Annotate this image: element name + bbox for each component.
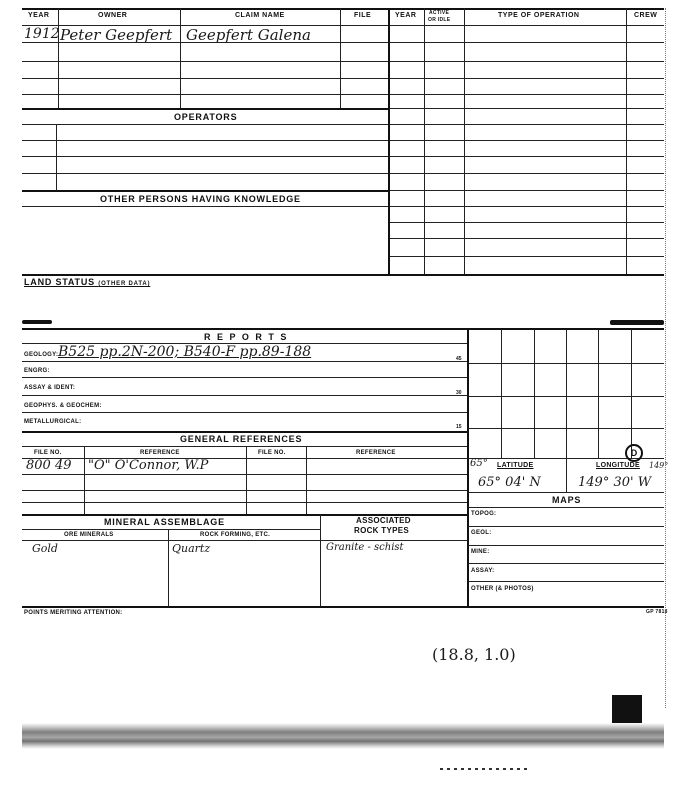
geophys-label: GEOPHYS. & GEOCHEM: xyxy=(24,403,102,409)
operators-row-line xyxy=(22,124,388,125)
genref-row1-file: 800 49 xyxy=(26,458,72,473)
genref-col-line xyxy=(246,446,247,514)
assoc-rock-value: Granite - schist xyxy=(326,542,404,553)
grid-col-line xyxy=(566,330,567,458)
maps-row-line xyxy=(468,581,664,582)
owner-col-line xyxy=(180,25,181,108)
ops-row-line xyxy=(390,206,664,207)
genref-row-line xyxy=(22,474,468,475)
maps-row-line xyxy=(468,526,664,527)
latlon-divider xyxy=(566,458,567,492)
owner-col-line xyxy=(340,25,341,108)
maps-geol-label: GEOL: xyxy=(471,530,492,536)
ops-row-line xyxy=(390,238,664,239)
grid-row-line xyxy=(468,363,664,364)
owner-section-bottom xyxy=(22,108,388,110)
genref-file-no-header-2: FILE NO. xyxy=(258,450,286,456)
ops-row-line xyxy=(390,190,664,191)
genref-file-no-header: FILE NO. xyxy=(34,450,62,456)
col-active-header-2: OR IDLE xyxy=(428,17,451,23)
col-year-header: YEAR xyxy=(28,12,50,19)
geology-label: GEOLOGY: xyxy=(24,352,59,358)
mineral-title-rule xyxy=(22,529,320,530)
operators-row-line xyxy=(22,140,388,141)
maps-title-rule xyxy=(468,507,664,508)
maps-row-line xyxy=(468,563,664,564)
genref-row-line xyxy=(22,502,468,503)
grid-row-line xyxy=(468,428,664,429)
assoc-rock-header-2: ROCK TYPES xyxy=(354,526,410,535)
ops-row-line xyxy=(390,61,664,62)
ops-row-line xyxy=(390,173,664,174)
owner-row-line xyxy=(22,94,388,95)
owner-row-line xyxy=(22,78,388,79)
form-number: GP 7818 xyxy=(646,609,668,615)
scan-noise-band xyxy=(22,723,664,749)
maps-mine-label: MINE: xyxy=(471,549,490,555)
page-edge xyxy=(665,8,666,708)
maps-topog-label: TOPOG: xyxy=(471,511,497,517)
main-split-line xyxy=(388,8,390,276)
col-file-header: FILE xyxy=(354,12,372,19)
operators-row-line xyxy=(22,173,388,174)
latitude-label: LATITUDE xyxy=(497,462,534,469)
owner-year-value: 1912 xyxy=(24,26,60,42)
scan-mark xyxy=(610,320,664,325)
coordinate-note: (18.8, 1.0) xyxy=(432,645,516,664)
rock-forming-value: Quartz xyxy=(172,542,211,555)
ops-row-line xyxy=(390,94,664,95)
ops-row-line xyxy=(390,124,664,125)
maps-assay-label: ASSAY: xyxy=(471,568,495,574)
reports-row-line xyxy=(22,377,468,378)
ops-col-line xyxy=(464,25,465,274)
assoc-rock-header-1: ASSOCIATED xyxy=(356,516,411,525)
ops-row-line xyxy=(390,78,664,79)
reports-row-line xyxy=(22,412,468,413)
genref-header-rule xyxy=(22,446,468,447)
operators-row-line xyxy=(22,156,388,157)
right-grid-border xyxy=(467,328,469,606)
col-type-of-operation-header: TYPE OF OPERATION xyxy=(498,12,580,19)
grid-col-line xyxy=(534,330,535,458)
genref-col-line xyxy=(84,446,85,514)
scale-15: 15 xyxy=(456,424,462,430)
mineral-col-line xyxy=(168,529,169,606)
owner-row-line xyxy=(22,61,388,62)
owner-name-value: Peter Geepfert xyxy=(60,26,173,44)
genref-col-line xyxy=(306,446,307,514)
header-divider xyxy=(180,8,181,25)
col-owner-header: OWNER xyxy=(98,12,128,19)
lat-prefix: 65° xyxy=(470,458,488,469)
scan-noise-dash xyxy=(440,768,530,770)
circled-marker: D xyxy=(625,444,643,462)
scan-block xyxy=(612,695,642,723)
ops-row-line xyxy=(390,222,664,223)
operators-col-line xyxy=(56,124,57,190)
general-references-title: GENERAL REFERENCES xyxy=(180,434,303,444)
latlon-bottom xyxy=(468,492,664,493)
geology-value: B525 pp.2N-200; B540-F pp.89-188 xyxy=(58,344,312,360)
land-status-title: LAND STATUS (OTHER DATA) xyxy=(24,277,151,287)
rock-forming-header: ROCK FORMING, ETC. xyxy=(200,532,271,538)
operators-section-bottom xyxy=(22,190,388,192)
ops-row-line xyxy=(390,256,664,257)
grid-col-line xyxy=(598,330,599,458)
mineral-header-rule xyxy=(22,540,468,541)
scale-45: 45 xyxy=(456,356,462,362)
mineral-assemblage-title: MINERAL ASSEMBLAGE xyxy=(104,517,225,527)
lon-suffix: 149° xyxy=(649,461,669,470)
col-year2-header: YEAR xyxy=(395,12,417,19)
header-divider xyxy=(340,8,341,25)
reports-title: R E P O R T S xyxy=(204,332,289,342)
reports-top-border xyxy=(22,328,664,330)
claim-name-value: Geepfert Galena xyxy=(186,26,311,44)
header-divider xyxy=(424,8,425,25)
reports-row-line xyxy=(22,361,468,362)
col-active-header-1: ACTIVE xyxy=(429,10,450,16)
grid-row-line xyxy=(468,396,664,397)
owner-col-line xyxy=(58,25,59,108)
form-bottom-border xyxy=(22,606,664,608)
mineral-col-line xyxy=(320,514,321,606)
ore-minerals-header: ORE MINERALS xyxy=(64,532,114,538)
ops-row-line xyxy=(390,42,664,43)
genref-row1-reference: "O" O'Connor, W.P xyxy=(88,458,209,473)
scan-mark xyxy=(22,320,52,324)
col-crew-header: CREW xyxy=(634,12,658,19)
other-persons-bottom xyxy=(22,274,664,276)
other-persons-title: OTHER PERSONS HAVING KNOWLEDGE xyxy=(100,194,301,204)
scale-30: 30 xyxy=(456,390,462,396)
points-meriting-attention-label: POINTS MERITING ATTENTION: xyxy=(24,610,123,616)
ore-minerals-value: Gold xyxy=(32,542,58,555)
header-divider xyxy=(464,8,465,25)
assay-ident-label: ASSAY & IDENT: xyxy=(24,385,76,391)
other-persons-line xyxy=(22,206,388,207)
longitude-label: LONGITUDE xyxy=(596,462,640,469)
longitude-value: 149° 30' W xyxy=(578,475,652,490)
engrg-label: ENGRG: xyxy=(24,368,50,374)
genref-reference-header: REFERENCE xyxy=(140,450,180,456)
ops-row-line xyxy=(390,108,664,109)
ops-row-line xyxy=(390,140,664,141)
owner-row-line xyxy=(22,42,388,43)
top-border xyxy=(22,8,664,10)
ops-row-line xyxy=(390,156,664,157)
genref-row-line xyxy=(22,490,468,491)
operators-title: OPERATORS xyxy=(174,112,238,122)
ops-col-line xyxy=(424,25,425,274)
metallurgical-label: METALLURGICAL: xyxy=(24,419,82,425)
reports-bottom xyxy=(22,431,468,433)
ops-col-line xyxy=(626,25,627,274)
grid-col-line xyxy=(501,330,502,458)
col-claim-name-header: CLAIM NAME xyxy=(235,12,285,19)
latitude-value: 65° 04' N xyxy=(478,475,541,490)
header-divider xyxy=(626,8,627,25)
grid-col-line xyxy=(631,330,632,458)
maps-other-label: OTHER (& PHOTOS) xyxy=(471,586,534,592)
maps-title: MAPS xyxy=(552,495,582,505)
reports-row-line xyxy=(22,395,468,396)
genref-reference-header-2: REFERENCE xyxy=(356,450,396,456)
header-divider xyxy=(58,8,59,25)
maps-row-line xyxy=(468,545,664,546)
